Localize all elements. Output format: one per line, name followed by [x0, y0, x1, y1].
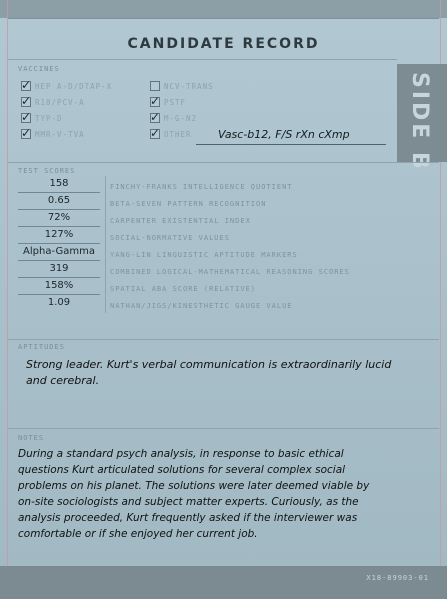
top-divider [8, 18, 439, 19]
check-mark-icon: ✓ [150, 110, 161, 124]
check-mark-icon: ✓ [150, 94, 161, 108]
score-underline [18, 226, 100, 227]
aptitudes-label: APTITUDES [18, 343, 65, 351]
section-divider [8, 339, 439, 340]
vaccine-label: NCV-TRANS [164, 82, 214, 91]
score-underline [18, 294, 100, 295]
aptitudes-line: Strong leader. Kurt's verbal communication is extraordinarily lucid [26, 358, 392, 371]
other-vaccine-line [196, 144, 386, 145]
top-band [0, 0, 447, 18]
check-mark-icon: ✓ [21, 78, 32, 92]
score-value: 127% [44, 229, 74, 240]
check-mark-icon: ✓ [21, 94, 32, 108]
vaccine-label: TYP-D [35, 114, 63, 123]
other-vaccine-value: Vasc-b12, F/S rXn cXmp [218, 128, 350, 141]
check-mark-icon: ✓ [21, 126, 32, 140]
title-divider [8, 59, 397, 60]
score-underline [18, 277, 100, 278]
section-divider [8, 162, 439, 163]
footer-band [0, 566, 447, 599]
score-value: 1.09 [47, 297, 71, 308]
vaccine-checkbox-2[interactable] [150, 81, 160, 91]
score-label: NATHAN/JIGS/KINESTHETIC GAUGE VALUE [110, 302, 293, 310]
notes-line: During a standard psych analysis, in response to basic ethical [18, 448, 344, 460]
check-mark-icon: ✓ [21, 110, 32, 124]
score-underline [18, 243, 100, 244]
check-mark-icon: ✓ [150, 126, 161, 140]
vaccine-label: R18/PCV-A [35, 98, 85, 107]
vaccine-label: PSTF [164, 98, 187, 107]
notes-label: NOTES [18, 434, 45, 442]
left-margin-line [7, 0, 8, 599]
score-label: YANG-LIN LINGUISTIC APTITUDE MARKERS [110, 251, 298, 259]
aptitudes-line: and cerebral. [26, 374, 100, 387]
notes-line: on-site sociologists and subject matter experts. Curiously, as the [18, 496, 359, 508]
score-value: 0.65 [47, 195, 71, 206]
score-label: COMBINED LOGICAL-MATHEMATICAL REASONING SCORES [110, 268, 350, 276]
score-label: BETA-SEVEN PATTERN RECOGNITION [110, 200, 267, 208]
score-underline [18, 209, 100, 210]
score-value: 158% [44, 280, 74, 291]
score-label: FINCHY-FRANKS INTELLIGENCE QUOTIENT [110, 183, 293, 191]
vaccine-label: HEP A-D/DTAP-X [35, 82, 113, 91]
notes-line: questions Kurt articulated solutions for several complex social [18, 464, 346, 476]
score-underline [18, 192, 100, 193]
score-label: CARPENTER EXISTENTIAL INDEX [110, 217, 251, 225]
score-column-divider [105, 176, 106, 313]
serial-number: X18-89903-01 [366, 574, 429, 582]
vaccine-label: OTHER [164, 130, 192, 139]
vaccine-label: M-G-N2 [164, 114, 198, 123]
page-title: CANDIDATE RECORD [127, 36, 320, 52]
score-value: Alpha-Gamma [23, 246, 95, 257]
aptitudes-text [26, 357, 391, 389]
score-value: 72% [47, 212, 71, 223]
side-tab-label: SIDE B [407, 72, 432, 172]
test-scores-label: TEST SCORES [18, 167, 76, 175]
section-divider [8, 428, 439, 429]
score-value: 158 [49, 178, 69, 189]
notes-line: analysis proceeded, Kurt frequently asked if the interviewer was [18, 512, 358, 524]
score-label: SPATIAL ABA SCORE (RELATIVE) [110, 285, 257, 293]
notes-line: problems on his planet. The solutions were later deemed viable by [18, 480, 370, 492]
vaccines-label: VACCINES [18, 65, 60, 73]
vaccine-label: MMR-V-TVA [35, 130, 85, 139]
notes-text [18, 446, 369, 542]
score-value: 319 [49, 263, 69, 274]
notes-line: comfortable or if she enjoyed her current job. [18, 528, 258, 540]
score-underline [18, 260, 100, 261]
score-label: SOCIAL-NORMATIVE VALUES [110, 234, 230, 242]
